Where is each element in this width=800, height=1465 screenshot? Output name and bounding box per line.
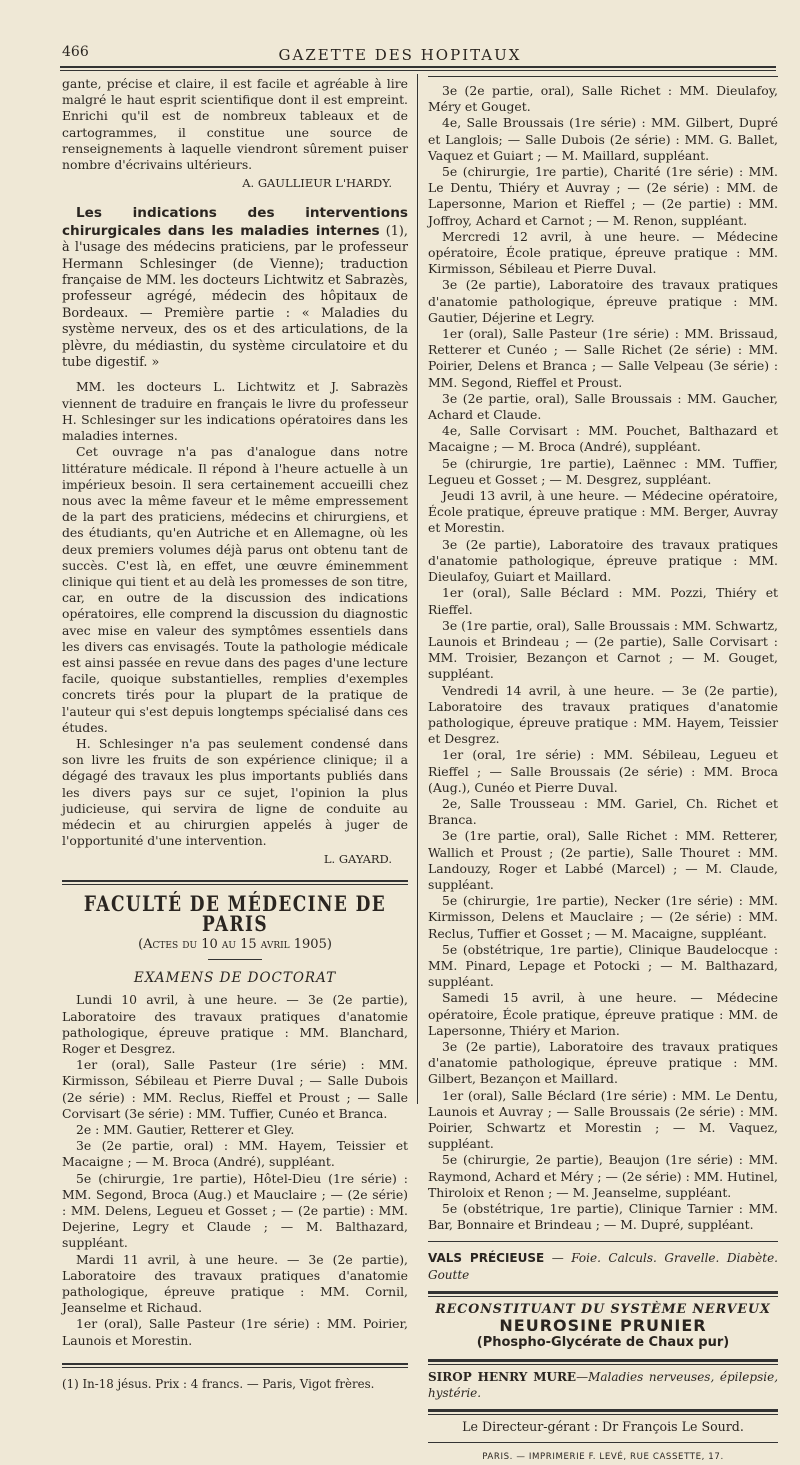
footnote: (1) In-18 jésus. Prix : 4 francs. — Paris, Vigot frères. [62, 1376, 375, 1391]
exam-paragraph: 5e (obstétrique, 1re partie), Clinique Baudelocque : MM. Pinard, Lepage et Potocki ; — M. Balthazard, suppléant. [428, 941, 778, 990]
article-title-rest: (1), à l'usage des médecins praticiens, par le professeur Hermann Schlesinger (de Vienne); traduction française de MM. les docteurs Lichtwitz et Sabrazès, professeur agrégé, médecin des hôpitaux de Bordeaux. — Première partie : « Maladies du système nerveux, des os et des articulations, de la plèvre, du médiastin, du système circulatoire et du tube digestif. » [62, 223, 408, 371]
exam-paragraph: 3e (1re partie, oral), Salle Richet : MM. Retterer, Wallich et Proust ; (2e partie), Salle Thouret : MM. Landouzy, Roger et Labbé (Marcel) ; — M. Claude, suppléant. [428, 828, 778, 892]
ad-vals-text: — Foie. Calculs. Gravelle. Diabète. Goutte [428, 1251, 778, 1282]
exam-paragraph: 3e (2e partie, oral), Salle Richet : MM. Dieulafoy, Méry et Gouget. [428, 83, 778, 115]
article-paragraph: Cet ouvrage n'a pas d'analogue dans notre littérature médicale. Il répond à l'heure actuelle à un impérieux besoin. Il sera certainement accueilli chez nous avec la même faveur et le même empressement de la part des praticiens, médecins et chirurgiens, et des étudiants, qu'en Autriche et en Allemagne, où les deux premiers volumes déjà parus ont obtenu tant de succès. C'est là, en effet, une œuvre éminemment clinique qui tient et au delà les promesses de son titre, car, en outre de la discussion des indications opératoires, elle comprend la discussion du diagnostic avec mise en valeur des symptômes essentiels dans les divers cas envisagés. Toute la pathologie médicale est ainsi passée en revue dans des pages d'une lecture facile, quoique substantielles, remplies d'exemples concrets tirés pour la plupart de la pratique de l'auteur qui s'est depuis longtemps spécialisé dans ces études. [62, 444, 408, 735]
ad-neurosine: NEUROSINE PRUNIER [499, 1316, 707, 1336]
header-rule-thin [60, 70, 776, 71]
ad-vals-name: VALS PRÉCIEUSE [428, 1251, 545, 1266]
exam-paragraph: 1er (oral), Salle Pasteur (1re série) : MM. Brissaud, Retterer et Cunéo ; — Salle Richet (2e série) : MM. Poirier, Delens et Branca ; — Salle Velpeau (3e série) : MM. Segond, Rieffel et Proust. [428, 326, 778, 390]
exam-list-left [62, 992, 408, 1348]
exam-paragraph: Lundi 10 avril, à une heure. — 3e (2e partie), Laboratoire des travaux pratiques d'anatomie pathologique, épreuve pratique : MM. Blanchard, Roger et Desgrez. [62, 992, 408, 1056]
right-column [428, 76, 778, 1465]
ad-sirop-name: SIROP HENRY MURE [428, 1370, 577, 1385]
section-rule [62, 880, 408, 885]
left-column [62, 76, 408, 1392]
exam-paragraph: Mardi 11 avril, à une heure. — 3e (2e partie), Laboratoire des travaux pratiques d'anatomie pathologique, épreuve pratique : MM. Cornil, Jeanselme et Richaud. [62, 1251, 408, 1316]
exam-paragraph: 3e (2e partie), Laboratoire des travaux pratiques d'anatomie pathologique, épreuve pratique : MM. Dieulafoy, Guiart et Maillard. [428, 536, 778, 585]
ad-rule [428, 1241, 778, 1242]
exam-paragraph: 3e (2e partie), Laboratoire des travaux pratiques d'anatomie pathologique, épreuve pratique : MM. Gautier, Déjerine et Legry. [428, 277, 778, 325]
intro-signature: A. GAULLIEUR L'HARDY. [242, 176, 392, 191]
exam-paragraph: 1er (oral), Salle Béclard (1re série) : MM. Le Dentu, Launois et Auvray ; — Salle Broussais (2e série) : MM. Poirier, Schwartz et Morestin ; — M. Vaquez, suppléant. [428, 1087, 778, 1152]
exam-paragraph: 3e (2e partie, oral), Salle Broussais : MM. Gaucher, Achard et Claude. [428, 390, 778, 423]
exam-paragraph: 1er (oral), Salle Pasteur (1re série) : MM. Poirier, Launois et Morestin. [62, 1316, 408, 1348]
exam-paragraph: 1er (oral, 1re série) : MM. Sébileau, Legueu et Rieffel ; — Salle Broussais (2e série) : MM. Broca (Aug.), Cunéo et Pierre Duval. [428, 747, 778, 795]
article-paragraph: MM. les docteurs L. Lichtwitz et J. Sabrazès viennent de traduire en français le livre du professeur H. Schlesinger sur les indications opératoires dans les maladies internes. [62, 379, 408, 444]
article-signature: L. GAYARD. [323, 852, 392, 867]
exam-paragraph: 1er (oral), Salle Béclard : MM. Pozzi, Thiéry et Rieffel. [428, 585, 778, 617]
ad-vals [428, 1250, 778, 1282]
ad-sirop [428, 1369, 778, 1401]
faculty-subtitle: (Actes du 10 au 15 avril 1905) [138, 936, 332, 952]
column-divider [417, 74, 418, 1104]
article-body [62, 379, 408, 849]
exam-title: EXAMENS DE DOCTORAT [133, 970, 337, 987]
printer-rule [428, 1442, 778, 1443]
exam-paragraph: 1er (oral), Salle Pasteur (1re série) : MM. Kirmisson, Sébileau et Pierre Duval ; — Salle Dubois (2e série) : MM. Reclus, Rieffel et Proust ; — Salle Corvisart (3e série) : MM. Tuffier, Cunéo et Branca. [62, 1057, 408, 1121]
ad-rule-thick [428, 1409, 778, 1415]
article-title-bold: Les indications des interventions chirurgicales dans les maladies internes [62, 205, 408, 239]
exam-paragraph: Samedi 15 avril, à une heure. — Médecine opératoire, École pratique, épreuve pratique : MM. de Lapersonne, Thiéry et Marion. [428, 990, 778, 1038]
ad-rule-thick [428, 1359, 778, 1365]
footnote-rule [62, 1363, 408, 1368]
exam-paragraph: 5e (chirurgie, 1re partie), Necker (1re série) : MM. Kirmisson, Delens et Mauclaire ; — (2e série) : MM. Reclus, Tuffier et Gosset ; — M. Macaigne, suppléant. [428, 893, 778, 941]
exam-paragraph: 5e (chirurgie, 1re partie), Charité (1re série) : MM. Le Dentu, Thiéry et Auvray ; — (2e série) : MM. de Lapersonne, Marion et Rieffel ; — (2e partie) : MM. Joffroy, Achard et Carnot ; — M. Renon, suppléant. [428, 164, 778, 228]
ad-reconstituant: RECONSTITUANT DU SYSTÈME NERVEUX [435, 1300, 771, 1316]
printer-line: PARIS. — IMPRIMERIE F. LEVÉ, RUE CASSETTE, 17. [482, 1451, 724, 1462]
exam-paragraph: 2e : MM. Gautier, Retterer et Gley. [76, 1122, 295, 1138]
article-title [62, 205, 408, 371]
page-number: 466 [62, 44, 89, 60]
exam-paragraph: 5e (chirurgie, 2e partie), Beaujon (1re série) : MM. Raymond, Achard et Méry ; — (2e série) : MM. Hutinel, Thiroloix et Renon ; — M. Jeanselme, suppléant. [428, 1152, 778, 1200]
exam-paragraph: 3e (1re partie, oral), Salle Broussais : MM. Schwartz, Launois et Brindeau ; — (2e partie), Salle Corvisart : MM. Troisier, Bezançon et Carnot ; — M. Gouget, suppléant. [428, 617, 778, 682]
ad-rule-thick [428, 1291, 778, 1297]
short-rule [208, 959, 262, 960]
exam-paragraph: 4e, Salle Broussais (1re série) : MM. Gilbert, Dupré et Langlois; — Salle Dubois (2e série) : MM. G. Ballet, Vaquez et Guiart ; — M. Maillard, suppléant. [428, 115, 778, 163]
faculty-title: FACULTÉ DE MÉDECINE DE PARIS [83, 892, 387, 938]
ad-phospho: (Phospho-Glycérate de Chaux pur) [476, 1335, 730, 1351]
ad-sirop-text: —Maladies nerveuses, épilepsie, hystérie. [428, 1370, 779, 1401]
exam-paragraph: 5e (chirurgie, 1re partie), Hôtel-Dieu (1re série) : MM. Segond, Broca (Aug.) et Mauclaire ; — (2e série) : MM. Delens, Legueu et Gosset ; — (2e partie) : MM. Dejerine, Legry et Claude ; — M. Balthazard, suppléant. [62, 1170, 408, 1251]
article-paragraph: H. Schlesinger n'a pas seulement condensé dans son livre les fruits de son expérience clinique; il a dégagé des travaux les plus importants publiés dans les divers pays sur ce sujet, l'opinion la plus judicieuse, qui servira de ligne de conduite au médecin et au chirurgien appelés à juger de l'opportunité d'une intervention. [62, 735, 408, 849]
running-title: GAZETTE DES HOPITAUX [278, 46, 522, 64]
header-rule [60, 66, 776, 68]
exam-paragraph: Jeudi 13 avril, à une heure. — Médecine opératoire, École pratique, épreuve pratique : MM. Berger, Auvray et Morestin. [428, 488, 778, 536]
director-gerant: Le Directeur-gérant : Dr François Le Sourd. [462, 1419, 744, 1435]
exam-paragraph: 4e, Salle Corvisart : MM. Pouchet, Balthazard et Macaigne ; — M. Broca (André), suppléant. [428, 423, 778, 455]
exam-paragraph: 5e (obstétrique, 1re partie), Clinique Tarnier : MM. Bar, Bonnaire et Brindeau ; — M. Dupré, suppléant. [428, 1201, 778, 1233]
exam-paragraph: 3e (2e partie, oral) : MM. Hayem, Teissier et Macaigne ; — M. Broca (André), suppléant. [62, 1138, 408, 1170]
exam-paragraph: 3e (2e partie), Laboratoire des travaux pratiques d'anatomie pathologique, épreuve pratique : MM. Gilbert, Bezançon et Maillard. [428, 1038, 778, 1087]
exam-paragraph: Mercredi 12 avril, à une heure. — Médecine opératoire, École pratique, épreuve pratique : MM. Kirmisson, Sébileau et Pierre Duval. [428, 228, 778, 277]
exam-paragraph: Vendredi 14 avril, à une heure. — 3e (2e partie), Laboratoire des travaux pratiques d'anatomie pathologique, épreuve pratique : MM. Hayem, Teissier et Desgrez. [428, 682, 778, 747]
right-top-rule [428, 76, 778, 77]
intro-paragraph: gante, précise et claire, il est facile et agréable à lire malgré le haut esprit scientifique dont il est empreint. Enrichi qu'il est de nombreux tableaux et de cartogrammes, il constitue une source de renseignements à laquelle viendront sûrement puiser nombre d'écrivains ultérieurs. [62, 76, 408, 173]
exam-list-right [428, 83, 778, 1233]
exam-paragraph: 2e, Salle Trousseau : MM. Gariel, Ch. Richet et Branca. [428, 795, 778, 828]
exam-paragraph: 5e (chirurgie, 1re partie), Laënnec : MM. Tuffier, Legueu et Gosset ; — M. Desgrez, suppléant. [428, 455, 778, 487]
